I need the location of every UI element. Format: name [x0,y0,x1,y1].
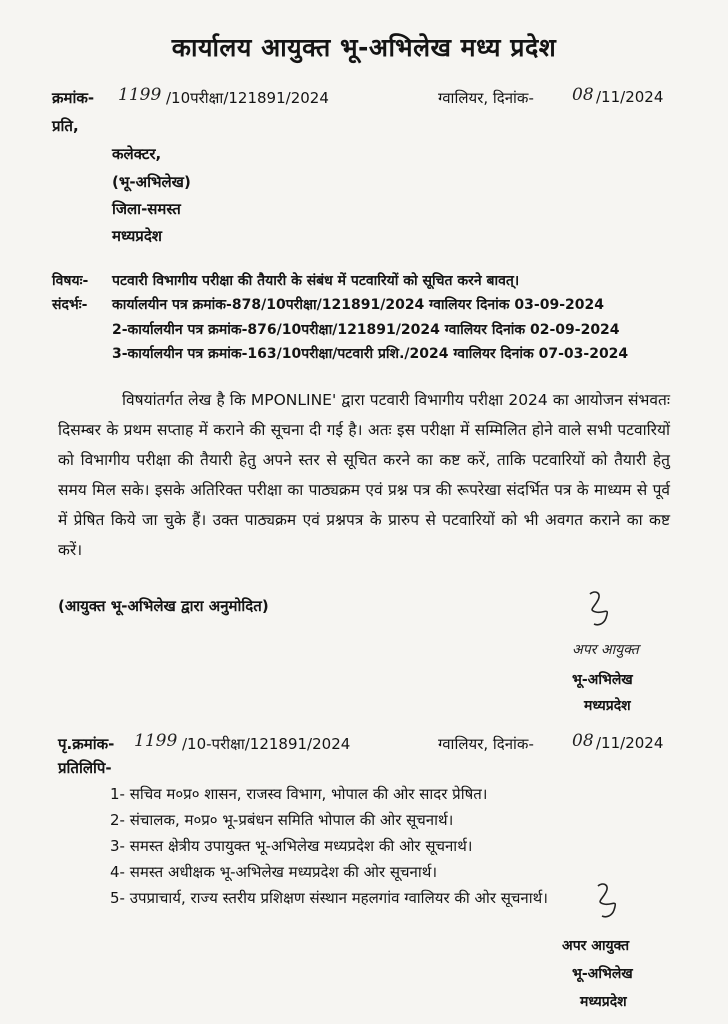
signature-mark [584,588,620,630]
addressee-line: मध्यप्रदेश [112,227,163,245]
copy-item: 2- संचालक, म०प्र० भू-प्रबंधन समिति भोपाल की ओर सूचनार्थ। [110,811,454,829]
reference-item: 2-कार्यालयीन पत्र क्रमांक-876/10परीक्षा/121891/2024 ग्वालियर दिनांक 02-09-2024 [112,322,620,338]
copy-item: 1- सचिव म०प्र० शासन, राजस्व विभाग, भोपाल की ओर सादर प्रेषित। [110,785,488,803]
subject-label: विषयः- [52,273,89,289]
copy-item: 3- समस्त क्षेत्रीय उपायुक्त भू-अभिलेख मध्यप्रदेश की ओर सूचनार्थ। [110,837,473,855]
copy-label: प्रतिलिपि- [58,759,112,777]
endorsement-date-suffix: /11/2024 [596,734,664,752]
signature-mark [592,880,628,922]
addressee-line: कलेक्टर, [112,145,162,163]
endorsement-number-handwritten: 1199 [134,731,178,751]
references-label: संदर्भः- [52,297,88,313]
ref-number-suffix: /10परीक्षा/121891/2024 [166,89,329,107]
endorsement-label: पृ.क्रमांक- [58,735,115,753]
subject-text: पटवारी विभागीय परीक्षा की तैयारी के संबंध में पटवारियों को सूचित करने बावत्। [112,273,520,289]
copy-item: 4- समस्त अधीक्षक भू-अभिलेख मध्यप्रदेश की ओर सूचनार्थ। [110,863,438,881]
ref-day-handwritten: 08 [572,85,594,105]
ref-number-handwritten: 1199 [118,85,162,105]
signature-title-handwritten: अपर आयुक्त [572,642,639,658]
ref-label: क्रमांक- [52,89,95,107]
ref-place-date-label: ग्वालियर, दिनांक- [438,89,534,107]
signature-line: मध्यप्रदेश [580,994,627,1010]
reference-item: कार्यालयीन पत्र क्रमांक-878/10परीक्षा/121891/2024 ग्वालियर दिनांक 03-09-2024 [112,297,604,313]
ref-date-suffix: /11/2024 [596,88,664,106]
addressee-line: (भू-अभिलेख) [112,173,191,191]
endorsement-place-date-label: ग्वालियर, दिनांक- [438,735,534,753]
approval-note: (आयुक्त भू-अभिलेख द्वारा अनुमोदित) [58,597,269,615]
signature-line: भू-अभिलेख [572,966,633,982]
signature-line: मध्यप्रदेश [584,698,631,714]
addressee-line: जिला-समस्त [112,200,181,218]
prati-label: प्रति, [52,117,79,135]
copy-item: 5- उपप्राचार्य, राज्य स्तरीय प्रशिक्षण संस्थान महलगांव ग्वालियर की ओर सूचनार्थ। [110,889,548,907]
endorsement-day-handwritten: 08 [572,731,594,751]
signature-line: अपर आयुक्त [562,938,630,954]
body-paragraph: विषयांतर्गत लेख है कि MPONLINE' द्वारा पटवारी विभागीय परीक्षा 2024 का आयोजन संभवतः दिसम्बर के प्रथम सप्ताह में कराने की सूचना दी गई है। अतः इस परीक्षा में सम्मिलित होने वाले सभी पटवारियों को विभागीय परीक्षा की तैयारी हेतु अपने स्तर से सूचित करने का कष्ट करें, ताकि पटवारियों को तैयारी हेतु समय मिल सके। इसके अतिरिक्त परीक्षा का पाठ्यक्रम एवं प्रश्न पत्र की रूपरेखा संदर्भित पत्र के माध्यम से पूर्व में प्रेषित किये जा चुके हैं। उक्त पाठ्यक्रम एवं प्रश्नपत्र के प्रारुप से पटवारियों को भी अवगत कराने का कष्ट करें। [58,391,670,559]
reference-item: 3-कार्यालयीन पत्र क्रमांक-163/10परीक्षा/पटवारी प्रशि./2024 ग्वालियर दिनांक 07-03-2024 [112,346,629,362]
endorsement-number-suffix: /10-परीक्षा/121891/2024 [182,735,351,753]
signature-line: भू-अभिलेख [572,672,633,688]
office-title: कार्यालय आयुक्त भू-अभिलेख मध्य प्रदेश [171,33,557,62]
